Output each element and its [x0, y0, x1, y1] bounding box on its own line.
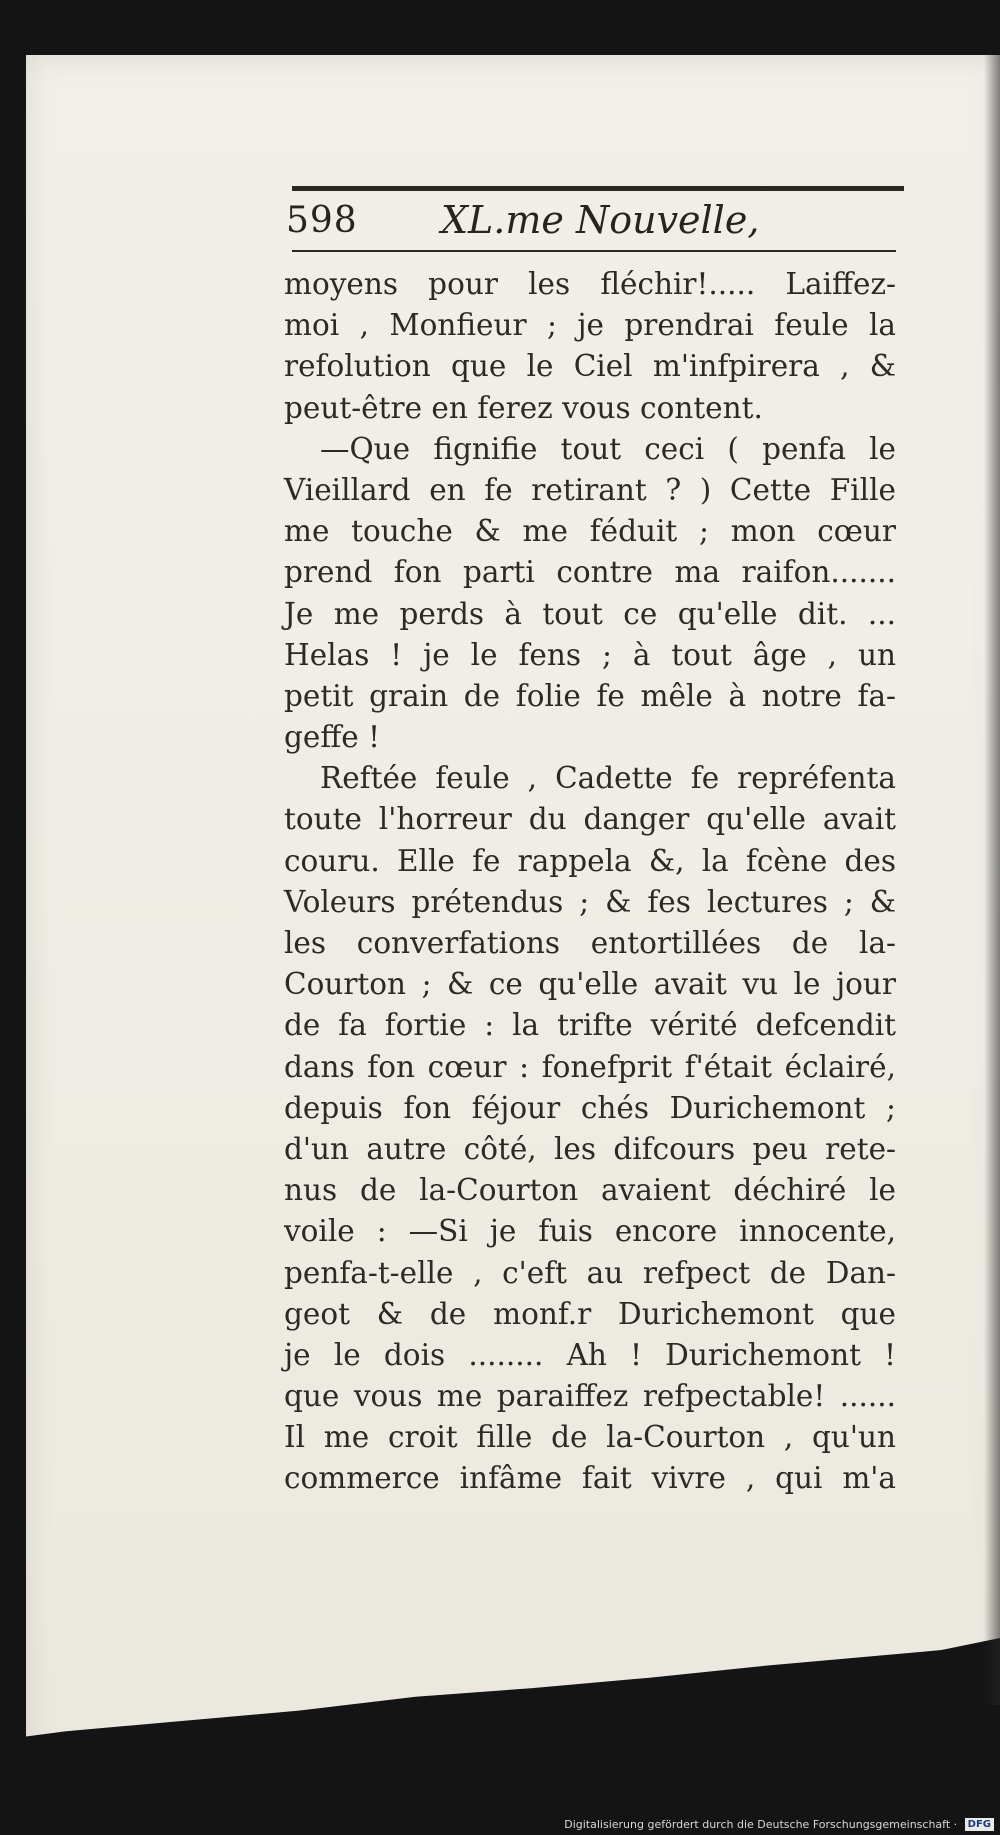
text-line: geot & de monf.r Durichemont que: [284, 1296, 896, 1331]
text-line: Voleurs prétendus ; & fes lectures ; &: [284, 884, 896, 919]
text-line: dans fon cœur : fonefprit f'était éclairé,: [284, 1049, 896, 1084]
text-line: penfa-t-elle , c'eft au refpect de Dan-: [284, 1255, 896, 1290]
text-line: nus de la-Courton avaient déchiré le: [284, 1173, 896, 1208]
text-line: Courton ; & ce qu'elle avait vu le jour: [284, 967, 896, 1002]
text-line: me touche & me féduit ; mon cœur: [284, 514, 896, 549]
credit-text: Digitalisierung gefördert durch die Deutsche Forschungsgemeinschaft ·: [564, 1817, 958, 1831]
text-line: prend fon parti contre ma raifon.......: [284, 555, 896, 590]
text-line: les converfations entortillées de la-: [284, 926, 896, 960]
text-line: Il me croit fille de la-Courton , qu'un: [284, 1420, 896, 1455]
page-number: 598: [286, 200, 358, 241]
text-line: je le dois ........ Ah ! Durichemont !: [284, 1337, 896, 1372]
digitization-credit: [564, 1818, 994, 1832]
dfg-logo: DFG: [965, 1818, 994, 1831]
text-line: —Que fignifie tout ceci ( penfa le: [320, 431, 896, 466]
text-line: refolution que le Ciel m'infpirera , &: [284, 349, 896, 384]
header-rule-bottom: [292, 250, 896, 252]
text-line: geffe !: [284, 720, 380, 755]
text-line: de fa fortie : la trifte vérité defcendit: [284, 1008, 896, 1043]
text-line: toute l'horreur du danger qu'elle avait: [284, 802, 896, 837]
text-line: depuis fon féjour chés Durichemont ;: [284, 1090, 896, 1125]
body-text: [284, 264, 896, 1500]
text-line: couru. Elle fe rappela &, la fcène des: [284, 843, 896, 878]
text-line: Helas ! je le fens ; à tout âge , un: [284, 637, 896, 672]
text-line: Vieillard en fe retirant ? ) Cette Fille: [284, 472, 896, 507]
running-head: [286, 196, 906, 252]
running-title: XL.me Nouvelle,: [441, 198, 760, 242]
text-line: commerce infâme fait vivre , qui m'a: [284, 1461, 896, 1496]
text-line: moyens pour les fléchir!..... Laiffez-: [284, 267, 896, 301]
header-rule-top: [292, 186, 904, 191]
gutter-shadow: [984, 55, 1000, 1705]
text-line: petit grain de folie fe mêle à notre fa-: [284, 678, 896, 713]
text-line: moi , Monfieur ; je prendrai feule la: [284, 308, 896, 343]
text-line: d'un autre côté, les difcours peu rete-: [284, 1131, 896, 1166]
text-line: que vous me paraiffez refpectable! ......: [284, 1379, 896, 1414]
text-line: Je me perds à tout ce qu'elle dit. ...: [284, 596, 896, 631]
text-line: voile : —Si je fuis encore innocente,: [284, 1214, 896, 1249]
text-line: peut-être en ferez vous content.: [284, 390, 763, 425]
text-line: Reftée feule , Cadette fe repréfenta: [320, 761, 896, 796]
